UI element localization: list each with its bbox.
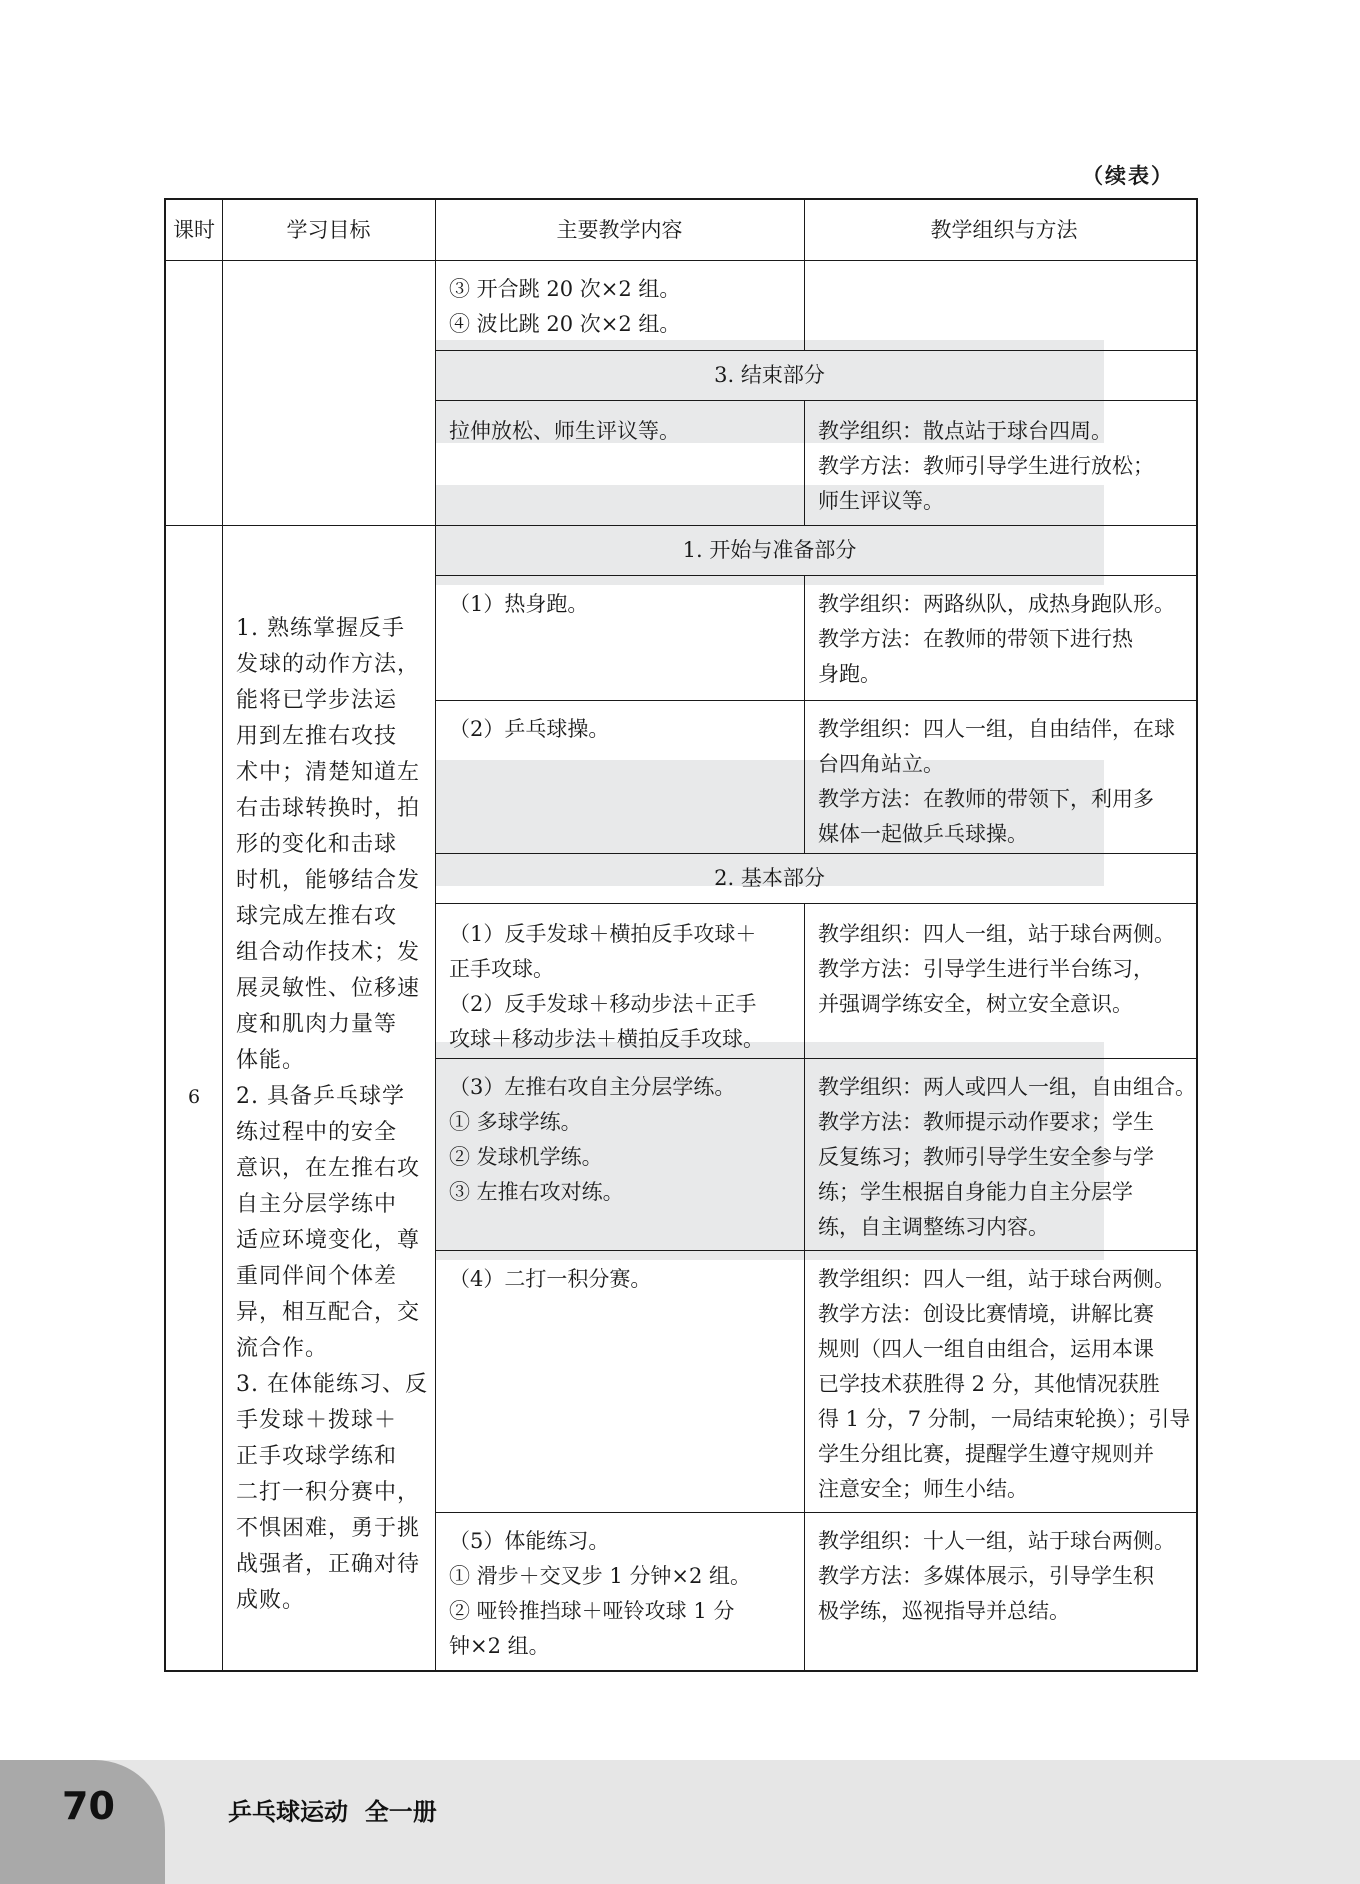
end-method bbox=[804, 400, 1204, 525]
method-cell bbox=[804, 903, 1204, 1058]
method-cell bbox=[804, 1512, 1204, 1670]
method-line: 极学练，巡视指导并总结。 bbox=[818, 1599, 1070, 1623]
goal-line: 重同伴间个体差 bbox=[236, 1264, 398, 1289]
content-line: ① 多球学练。 bbox=[449, 1110, 582, 1134]
method-line: 教学组织：四人一组，站于球台两侧。 bbox=[818, 1267, 1175, 1291]
content-line: ③ 左推右攻对练。 bbox=[449, 1180, 624, 1204]
content-line: （5）体能练习。 bbox=[449, 1529, 610, 1553]
content-cell bbox=[435, 700, 804, 853]
method-line: 学生分组比赛，提醒学生遵守规则并 bbox=[818, 1442, 1154, 1466]
end-content-line: 拉伸放松、师生评议等。 bbox=[449, 419, 680, 443]
method-line: 教学方法：教师提示动作要求；学生 bbox=[818, 1110, 1154, 1134]
method-line: 台四角站立。 bbox=[818, 752, 944, 776]
goal-line: 度和肌肉力量等 bbox=[236, 1012, 398, 1037]
method-line: 教学组织：两人或四人一组，自由组合。 bbox=[818, 1075, 1196, 1099]
footer-band bbox=[0, 1760, 1360, 1884]
end-content bbox=[435, 400, 804, 525]
content-line: （3）左推右攻自主分层学练。 bbox=[449, 1075, 736, 1099]
method-line: 教学组织：四人一组，站于球台两侧。 bbox=[818, 922, 1175, 946]
method-line: 教学方法：在教师的带领下进行热 bbox=[818, 627, 1133, 651]
method-line: 注意安全；师生小结。 bbox=[818, 1477, 1028, 1501]
content-line: （2）反手发球＋移动步法＋正手 bbox=[449, 992, 757, 1016]
method-cell bbox=[804, 1250, 1204, 1512]
method-line: 身跑。 bbox=[818, 662, 881, 686]
goal-line: 自主分层学练中 bbox=[236, 1192, 398, 1217]
goal-line: 体能。 bbox=[236, 1048, 306, 1073]
goal-line: 右击球转换时，拍 bbox=[236, 796, 421, 821]
goal-line: 异，相互配合，交 bbox=[236, 1300, 421, 1325]
header-period: 课时 bbox=[173, 217, 215, 242]
goal-line: 球完成左推右攻 bbox=[236, 904, 398, 929]
method-cell bbox=[804, 700, 1204, 853]
content-line: 正手攻球。 bbox=[449, 957, 554, 981]
header-content: 主要教学内容 bbox=[556, 217, 683, 242]
warmup-items bbox=[435, 260, 804, 350]
goal-line: 正手攻球学练和 bbox=[236, 1444, 398, 1469]
method-line: 教学方法：多媒体展示，引导学生积 bbox=[818, 1564, 1154, 1588]
warmup-item: ④ 波比跳 20 次×2 组。 bbox=[449, 312, 681, 336]
goal-line: 战强者，正确对待 bbox=[236, 1552, 421, 1577]
learning-goals bbox=[222, 611, 435, 1611]
goal-line: 能将已学步法运 bbox=[236, 688, 398, 713]
content-line: ① 滑步＋交叉步 1 分钟×2 组。 bbox=[449, 1564, 752, 1588]
method-line: 反复练习；教师引导学生安全参与学 bbox=[818, 1145, 1154, 1169]
goal-line: 意识，在左推右攻 bbox=[236, 1156, 421, 1181]
content-cell bbox=[435, 903, 804, 1058]
lesson-plan-table bbox=[164, 198, 1198, 1672]
goal-line: 发球的动作方法， bbox=[236, 652, 421, 677]
method-line: 教学方法：引导学生进行半台练习， bbox=[818, 957, 1154, 981]
method-line: 教学组织：两路纵队，成热身跑队形。 bbox=[818, 592, 1175, 616]
goal-line: 手发球＋拨球＋ bbox=[236, 1408, 398, 1433]
method-cell bbox=[804, 575, 1204, 700]
content-cell bbox=[435, 1058, 804, 1250]
goal-line: 适应环境变化，尊 bbox=[236, 1228, 421, 1253]
continued-label: （续表） bbox=[1082, 164, 1174, 188]
lesson-period-number: 6 bbox=[187, 1086, 201, 1108]
goal-line: 用到左推右攻技 bbox=[236, 724, 398, 749]
method-line: 教学方法：创设比赛情境，讲解比赛 bbox=[818, 1302, 1154, 1326]
section-end: 3. 结束部分 bbox=[714, 362, 825, 387]
goal-line: 2. 具备乒乓球学 bbox=[236, 1084, 405, 1109]
goal-line: 练过程中的安全 bbox=[236, 1120, 398, 1145]
method-line: 并强调学练安全，树立安全意识。 bbox=[818, 992, 1133, 1016]
warmup-item: ③ 开合跳 20 次×2 组。 bbox=[449, 277, 681, 301]
goal-line: 术中；清楚知道左 bbox=[236, 760, 421, 785]
method-line: 教学组织：四人一组，自由结伴，在球 bbox=[818, 717, 1175, 741]
page-number: 70 bbox=[62, 1784, 115, 1828]
goal-line: 流合作。 bbox=[236, 1336, 329, 1361]
content-cell bbox=[435, 575, 804, 700]
content-line: （1）热身跑。 bbox=[449, 592, 589, 616]
content-cell bbox=[435, 1250, 804, 1512]
goal-line: 二打一积分赛中， bbox=[236, 1480, 421, 1505]
method-line: 教学方法：在教师的带领下，利用多 bbox=[818, 787, 1154, 811]
header-goals: 学习目标 bbox=[286, 217, 371, 242]
goal-line: 展灵敏性、位移速 bbox=[236, 976, 421, 1001]
content-line: （2）乒乓球操。 bbox=[449, 717, 610, 741]
method-line: 教学组织：散点站于球台四周。 bbox=[818, 419, 1112, 443]
content-line: （1）反手发球＋横拍反手攻球＋ bbox=[449, 922, 757, 946]
goal-line: 组合动作技术；发 bbox=[236, 940, 421, 965]
goal-line: 1. 熟练掌握反手 bbox=[236, 616, 405, 641]
goal-line: 时机，能够结合发 bbox=[236, 868, 421, 893]
method-line: 师生评议等。 bbox=[818, 489, 944, 513]
content-line: 钟×2 组。 bbox=[449, 1634, 550, 1658]
content-line: 攻球＋移动步法＋横拍反手攻球。 bbox=[449, 1027, 764, 1051]
method-line: 规则（四人一组自由组合，运用本课 bbox=[818, 1337, 1154, 1361]
book-title: 乒乓球运动 全一册 bbox=[228, 1798, 437, 1826]
method-line: 教学方法：教师引导学生进行放松； bbox=[818, 454, 1154, 478]
content-cell bbox=[435, 1512, 804, 1670]
method-line: 媒体一起做乒乓球操。 bbox=[818, 822, 1028, 846]
method-line: 已学技术获胜得 2 分，其他情况获胜 bbox=[818, 1372, 1160, 1396]
goal-line: 形的变化和击球 bbox=[236, 832, 398, 857]
section-basic: 2. 基本部分 bbox=[714, 865, 825, 890]
method-line: 练，自主调整练习内容。 bbox=[818, 1215, 1049, 1239]
content-line: ② 哑铃推挡球＋哑铃攻球 1 分 bbox=[449, 1599, 735, 1623]
goal-line: 成败。 bbox=[236, 1588, 306, 1613]
content-line: （4）二打一积分赛。 bbox=[449, 1267, 652, 1291]
section-start: 1. 开始与准备部分 bbox=[682, 537, 857, 562]
header-method: 教学组织与方法 bbox=[930, 217, 1078, 242]
method-line: 得 1 分，7 分制，一局结束轮换）；引导 bbox=[818, 1407, 1191, 1431]
method-line: 练；学生根据自身能力自主分层学 bbox=[818, 1180, 1133, 1204]
method-cell bbox=[804, 1058, 1204, 1250]
goal-line: 不惧困难，勇于挑 bbox=[236, 1516, 421, 1541]
method-line: 教学组织：十人一组，站于球台两侧。 bbox=[818, 1529, 1175, 1553]
content-line: ② 发球机学练。 bbox=[449, 1145, 603, 1169]
goal-line: 3. 在体能练习、反 bbox=[236, 1372, 428, 1397]
